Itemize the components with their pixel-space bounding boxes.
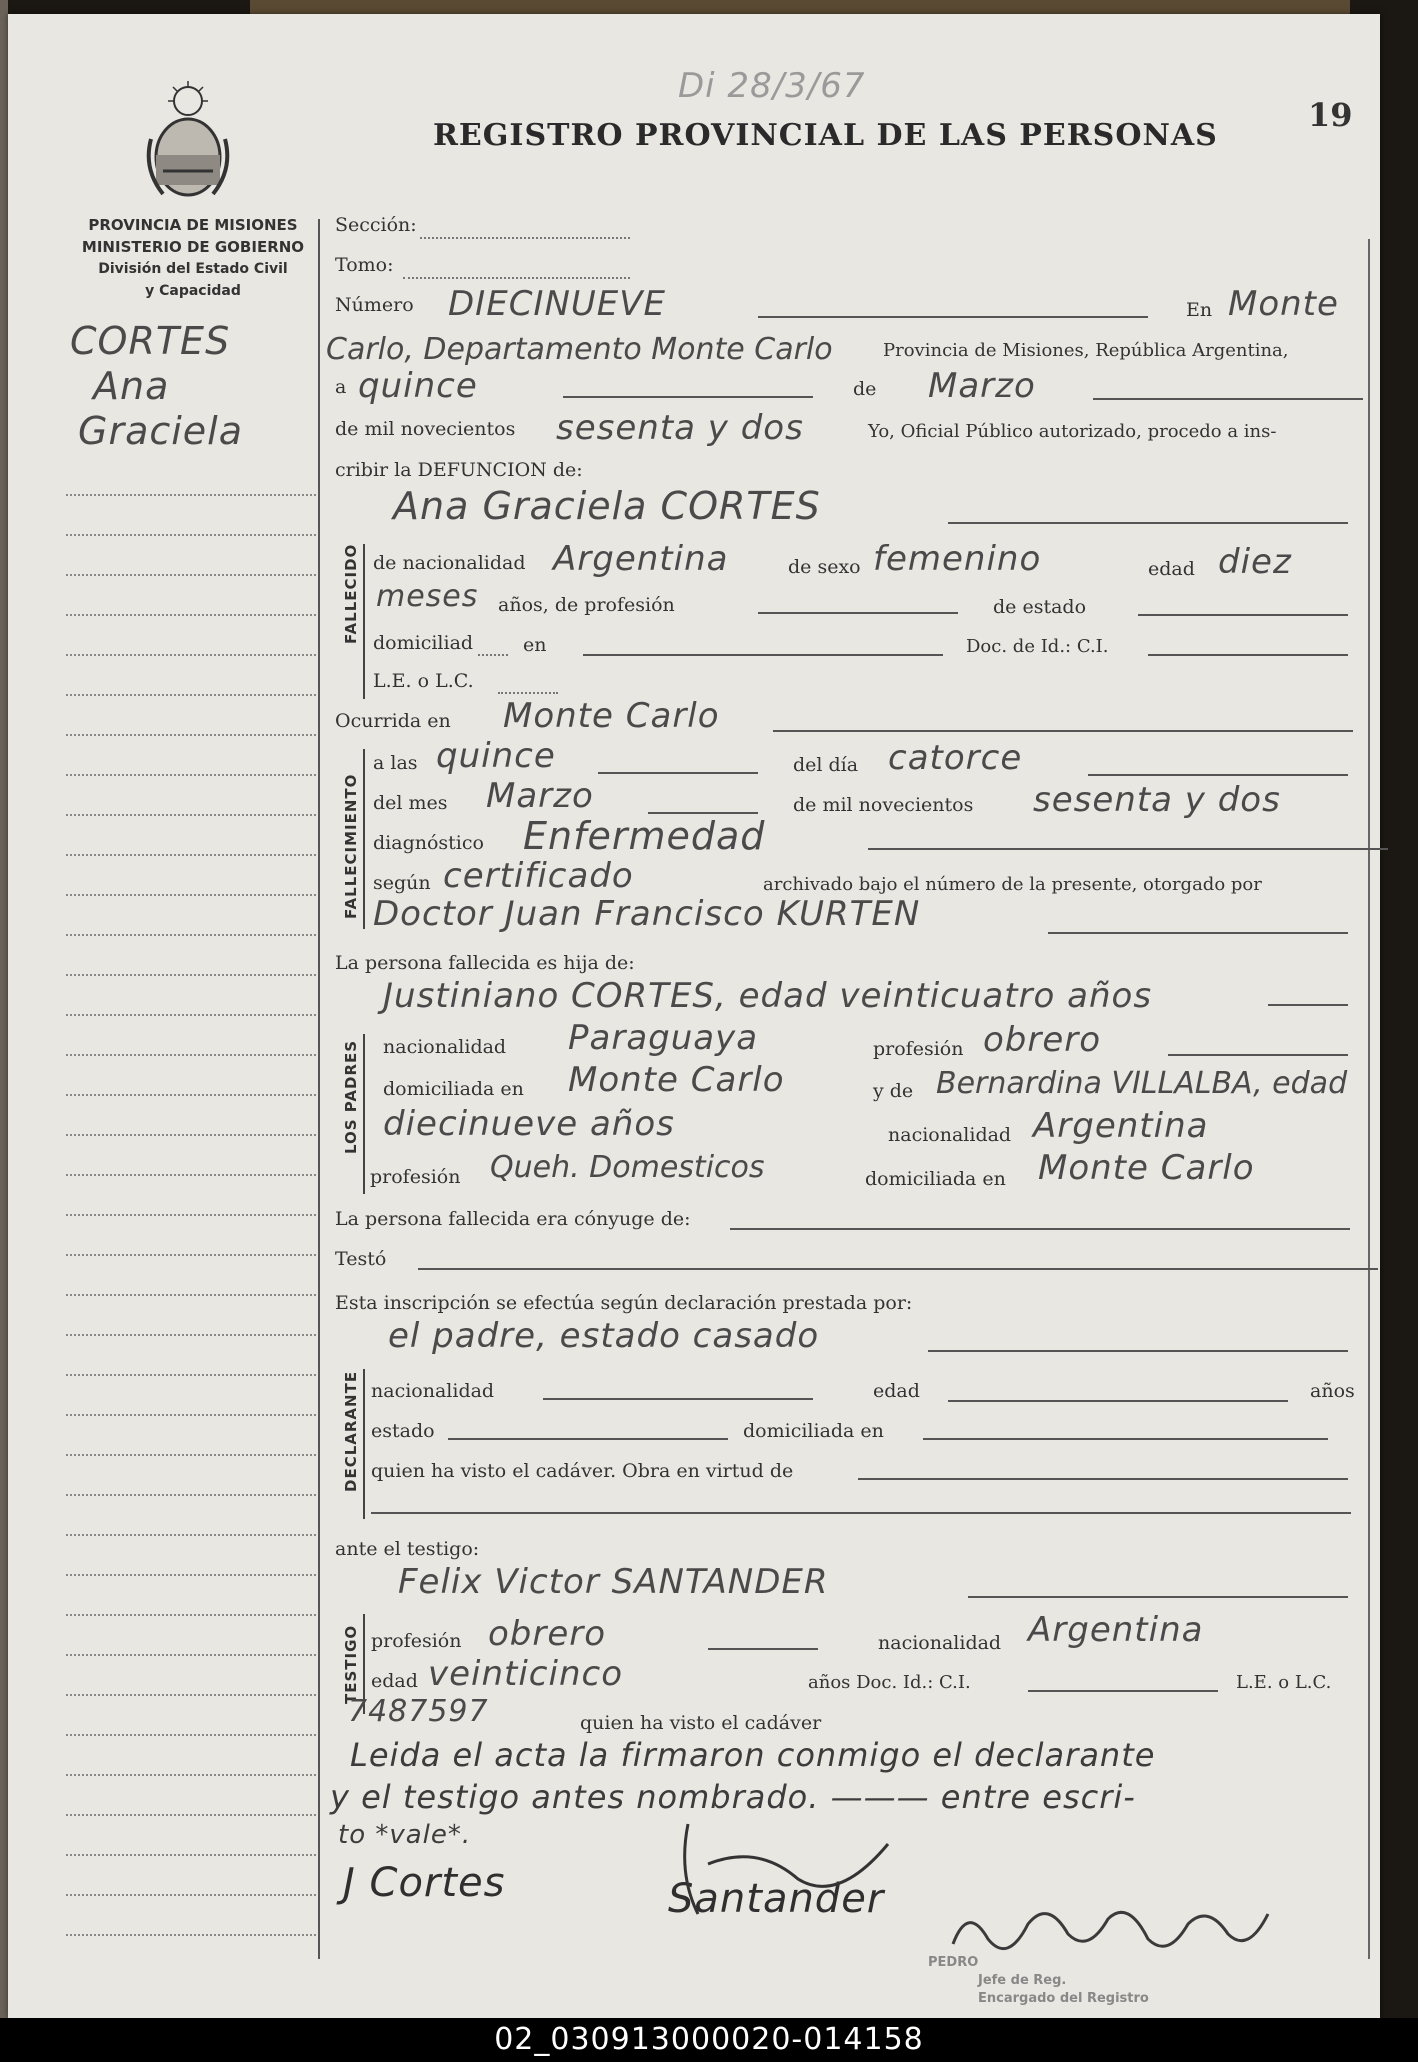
label-inscribir: cribir la DEFUNCION de: — [335, 459, 583, 481]
label-le-lc-testigo: L.E. o L.C. — [1236, 1672, 1332, 1693]
label-sexo: de sexo — [788, 556, 861, 578]
label-profesion-madre: profesión — [370, 1166, 461, 1188]
book-spine — [0, 0, 8, 2020]
signature-flourish — [648, 1804, 908, 1924]
value-numero: DIECINUEVE — [448, 284, 667, 324]
label-testo: Testó — [335, 1248, 387, 1270]
label-nacionalidad-madre: nacionalidad — [888, 1124, 1012, 1146]
label-anos-profesion: años, de profesión — [498, 594, 675, 616]
value-madre-edad: diecinueve años — [383, 1104, 675, 1144]
value-declarante: el padre, estado casado — [388, 1316, 820, 1356]
handwritten-date: Di 28/3/67 — [678, 66, 866, 106]
value-segun: certificado — [443, 856, 634, 896]
label-domiciliad: domiciliad — [373, 632, 474, 654]
label-quien-visto-testigo: quien ha visto el cadáver — [580, 1712, 822, 1734]
margin-surname: CORTES — [70, 319, 231, 363]
value-en-lugar: Monte — [1228, 284, 1339, 324]
label-segun: según — [373, 872, 431, 894]
institution-block — [68, 214, 318, 302]
official-stamp — [928, 1954, 1149, 2008]
province-line: PROVINCIA DE MISIONES — [88, 216, 298, 234]
label-provincia: Provincia de Misiones, República Argentina, — [883, 340, 1289, 361]
label-de-mil-nov: de mil novecientos — [793, 794, 974, 816]
value-edad2: meses — [376, 579, 479, 614]
note-line-1: Leida el acta la firmaron conmigo el declarante — [350, 1736, 1156, 1774]
label-archivado: archivado bajo el número de la presente, otorgado por — [763, 874, 1262, 895]
label-conyuge: La persona fallecida era cónyuge de: — [335, 1208, 691, 1230]
label-estado-decl: estado — [371, 1420, 435, 1442]
label-anos-doc: años Doc. Id.: C.I. — [808, 1672, 971, 1693]
note-line-3: to *vale*. — [338, 1820, 472, 1850]
value-mes: Marzo — [928, 366, 1036, 406]
label-del-mes: del mes — [373, 792, 448, 814]
note-line-2: y el testigo antes nombrado. ——— entre escri- — [330, 1778, 1136, 1816]
fallecimiento-bracket — [363, 749, 365, 929]
label-declaracion: Esta inscripción se efectúa según declaración prestada por: — [335, 1292, 913, 1314]
value-mes-muerte: Marzo — [486, 776, 594, 816]
label-quien-visto: quien ha visto el cadáver. Obra en virtud de — [371, 1460, 794, 1482]
fallecido-bracket — [363, 544, 365, 699]
label-a: a — [335, 376, 347, 398]
value-domicilio-padres: Monte Carlo — [568, 1060, 785, 1100]
value-dia-muerte: catorce — [888, 738, 1023, 778]
value-dia: quince — [358, 366, 478, 406]
label-nacionalidad-testigo: nacionalidad — [878, 1632, 1002, 1654]
signature-testigo: Santander — [668, 1876, 885, 1922]
label-ocurrida: Ocurrida en — [335, 710, 451, 732]
stamp-line-1: PEDRO — [928, 1955, 979, 1970]
label-diagnostico: diagnóstico — [373, 832, 484, 854]
label-de-mil: de mil novecientos — [335, 418, 516, 440]
section-testigo: TESTIGO — [342, 1624, 360, 1704]
label-tomo: Tomo: — [335, 254, 394, 276]
right-border — [1368, 239, 1370, 1959]
value-nacionalidad: Argentina — [553, 539, 729, 579]
label-del-dia: del día — [793, 754, 859, 776]
label-ante-testigo: ante el testigo: — [335, 1538, 480, 1560]
stamp-line-3: Encargado del Registro — [978, 1991, 1149, 2006]
label-seccion: Sección: — [335, 214, 417, 236]
signature-declarante: J Cortes — [343, 1860, 506, 1906]
label-domiciliada-padres: domiciliada en — [383, 1078, 524, 1100]
padres-bracket — [363, 1034, 365, 1194]
label-nacionalidad-padre: nacionalidad — [383, 1036, 507, 1058]
value-doctor: Doctor Juan Francisco KURTEN — [373, 894, 921, 934]
value-testigo-doc: 7487597 — [348, 1694, 489, 1729]
value-lugar: Carlo, Departamento Monte Carlo — [326, 332, 833, 367]
value-anio: sesenta y dos — [556, 408, 804, 448]
label-domiciliada-decl: domiciliada en — [743, 1420, 884, 1442]
label-edad: edad — [1148, 558, 1195, 580]
document-page — [8, 14, 1380, 2018]
value-ocurrida: Monte Carlo — [503, 696, 720, 736]
label-profesion-testigo: profesión — [371, 1630, 462, 1652]
label-oficial: Yo, Oficial Público autorizado, procedo a ins- — [868, 421, 1277, 442]
label-le-lc: L.E. o L.C. — [373, 670, 474, 692]
label-edad-testigo: edad — [371, 1670, 418, 1692]
value-padre: Justiniano CORTES, edad veinticuatro años — [383, 976, 1153, 1016]
value-diagnostico: Enfermedad — [523, 814, 766, 858]
value-madre-nacionalidad: Argentina — [1033, 1106, 1209, 1146]
label-nacionalidad-decl: nacionalidad — [371, 1380, 495, 1402]
label-estado: de estado — [993, 596, 1087, 618]
value-padre-nacionalidad: Paraguaya — [568, 1018, 759, 1058]
value-anio-muerte: sesenta y dos — [1033, 780, 1281, 820]
label-a-las: a las — [373, 752, 418, 774]
capacity-line: y Capacidad — [145, 283, 241, 299]
page-title: REGISTRO PROVINCIAL DE LAS PERSONAS — [433, 118, 1218, 153]
label-en: En — [1186, 299, 1213, 321]
label-de: de — [853, 378, 877, 400]
value-edad1: diez — [1218, 542, 1292, 582]
value-madre: Bernardina VILLALBA, edad — [936, 1066, 1348, 1101]
label-profesion-padre: profesión — [873, 1038, 964, 1060]
label-nacionalidad-de: de nacionalidad — [373, 552, 526, 574]
margin-divider — [318, 219, 320, 1959]
value-testigo: Felix Victor SANTANDER — [398, 1562, 829, 1602]
page-number: 19 — [1308, 96, 1353, 134]
label-hija-de: La persona fallecida es hija de: — [335, 952, 635, 974]
label-numero: Número — [335, 294, 414, 316]
label-anos-decl: años — [1310, 1380, 1355, 1402]
value-hora: quince — [436, 736, 556, 776]
section-declarante: DECLARANTE — [342, 1370, 360, 1492]
value-testigo-profesion: obrero — [488, 1614, 607, 1654]
label-en-dom: en — [523, 634, 547, 656]
value-madre-profesion: Queh. Domesticos — [490, 1150, 765, 1185]
label-doc-id: Doc. de Id.: C.I. — [966, 636, 1109, 657]
label-edad-decl: edad — [873, 1380, 920, 1402]
image-caption: 02_030913000020-014158 — [0, 2018, 1418, 2062]
margin-second-name: Graciela — [78, 409, 244, 453]
margin-first-name: Ana — [93, 364, 170, 408]
ministry-line: MINISTERIO DE GOBIERNO — [81, 238, 305, 256]
label-domiciliada-madre: domiciliada en — [865, 1168, 1006, 1190]
value-madre-domicilio: Monte Carlo — [1038, 1148, 1255, 1188]
coat-of-arms-icon — [143, 79, 233, 204]
label-y-de: y de — [873, 1080, 914, 1102]
value-padre-profesion: obrero — [983, 1020, 1102, 1060]
section-padres: LOS PADRES — [342, 1039, 360, 1154]
stamp-line-2: Jefe de Reg. — [978, 1973, 1067, 1988]
section-fallecido: FALLECIDO — [342, 543, 360, 644]
division-line: División del Estado Civil — [98, 261, 288, 277]
declarante-bracket — [363, 1369, 365, 1519]
value-nombre-fallecido: Ana Graciela CORTES — [393, 484, 821, 528]
section-fallecimiento: FALLECIMIENTO — [342, 773, 360, 919]
value-sexo: femenino — [873, 539, 1042, 579]
value-testigo-nacionalidad: Argentina — [1028, 1610, 1204, 1650]
value-testigo-edad: veinticinco — [428, 1654, 623, 1694]
